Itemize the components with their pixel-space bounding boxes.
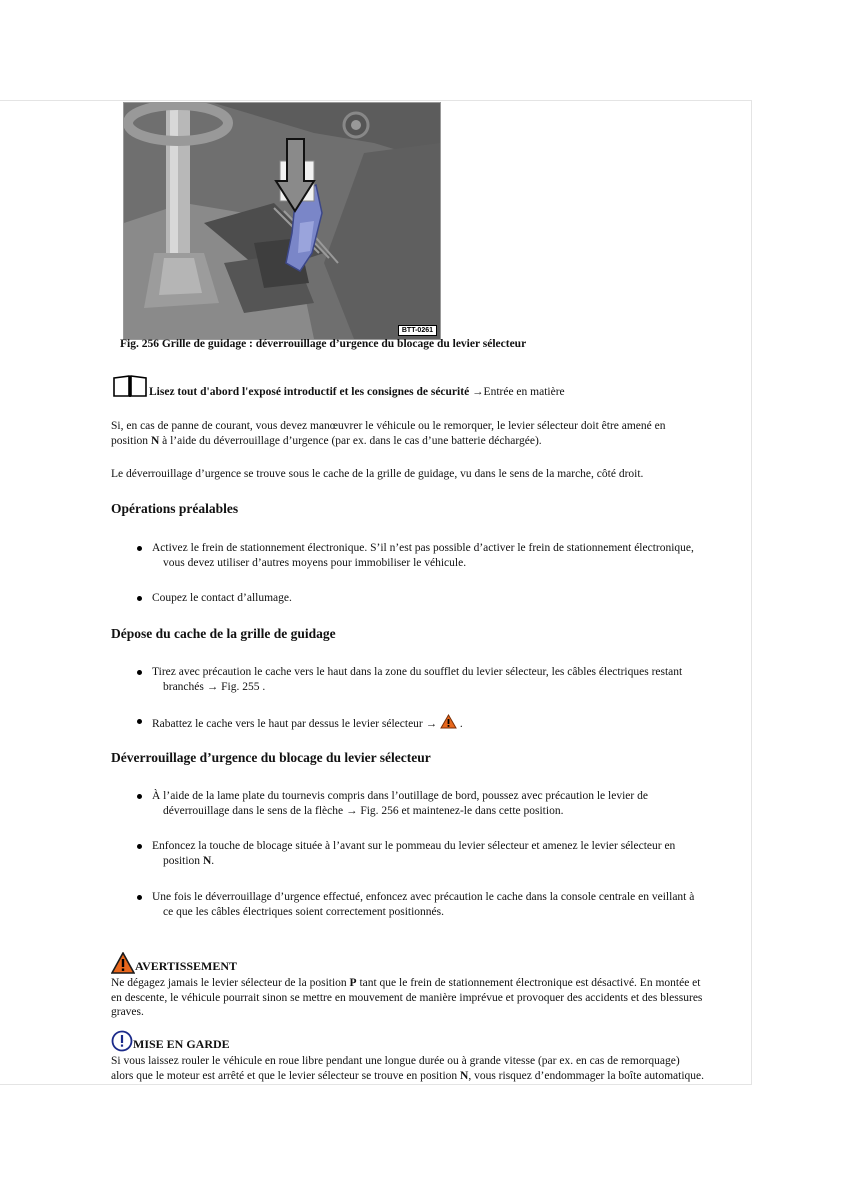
bullet-dot <box>137 546 142 551</box>
warning-line: graves. <box>111 1006 144 1018</box>
paragraph-line: Si, en cas de panne de courant, vous devez manœuvrer le véhicule ou le remorquer, le levier sélecteur doit être amené en <box>111 420 666 432</box>
figure-caption: Fig. 256 Grille de guidage : déverrouillage d’urgence du blocage du levier sélecteur <box>120 338 527 350</box>
heading-preliminary: Opérations préalables <box>111 501 239 516</box>
notice-line: Si vous laissez rouler le véhicule en roue libre pendant une longue durée ou à grande vitesse (par ex. en cas de remorquage) <box>111 1055 680 1067</box>
bullet-dot <box>137 895 142 900</box>
warning-text-part: tant que le frein de stationnement électronique est désactivé. En montée et <box>356 977 701 989</box>
list-item-line: Coupez le contact d’allumage. <box>152 592 292 604</box>
list-item-line: À l’aide de la lame plate du tournevis compris dans l’outillage de bord, poussez avec précaution le levier de <box>152 790 648 802</box>
notice-text-part: , vous risquez d’endommager la boîte automatique. <box>468 1069 705 1082</box>
figure-code: BTT-0261 <box>398 325 437 336</box>
list-item-text: . <box>211 854 215 867</box>
list-item-text: Rabattez le cache vers le haut par dessus le levier sélecteur → <box>152 718 441 730</box>
page-frame-right <box>751 100 752 1085</box>
notice-text <box>111 1054 741 1083</box>
heading-emergency-release: Déverrouillage d’urgence du blocage du levier sélecteur <box>111 750 431 765</box>
bullet-dot <box>137 844 142 849</box>
list-item-text: . <box>457 718 463 730</box>
notice-text-part: alors que le moteur est arrêté et que le levier sélecteur se trouve en position <box>111 1069 461 1082</box>
list-item-line: Activez le frein de stationnement électronique. S’il n’est pas possible d’activer le frein de stationnement électronique, <box>152 542 694 554</box>
list-item-line: ce que les câbles électriques soient correctement positionnés. <box>163 905 445 918</box>
page-frame-bottom <box>0 1084 752 1085</box>
paragraph-line: à l’aide du déverrouillage d’urgence (par ex. dans le cas d’une batterie déchargée). <box>159 435 542 447</box>
position-letter: N <box>202 854 212 867</box>
figure-256-image <box>123 102 441 340</box>
bullet-dot <box>137 670 142 675</box>
warning-line <box>111 976 741 991</box>
bullet-dot <box>137 794 142 799</box>
warning-triangle-icon <box>111 952 135 974</box>
warning-triangle-icon[interactable] <box>440 714 457 729</box>
warning-text <box>111 976 741 1020</box>
exclamation-circle-icon <box>111 1030 133 1052</box>
list-item-line <box>163 854 214 869</box>
page-frame-top <box>0 100 752 101</box>
warning-title: AVERTISSEMENT <box>135 959 238 973</box>
book-icon <box>112 374 148 398</box>
warning-line: en descente, le véhicule pourrait sinon se mettre en mouvement de manière imprévue et provoquer des accidents et des blessures <box>111 991 703 1004</box>
paragraph-line: position <box>111 435 151 447</box>
notice-title: MISE EN GARDE <box>133 1037 230 1051</box>
list-item-line: Une fois le déverrouillage d’urgence effectué, enfoncez avec précaution le cache dans la console centrale en veillant à <box>152 891 695 903</box>
bullet-dot <box>137 719 142 724</box>
fig-255-link[interactable]: branchés → Fig. 255 . <box>163 680 266 693</box>
position-letter: N <box>150 435 160 447</box>
intro-link[interactable]: →Entrée en matière <box>472 386 565 398</box>
position-letter: N <box>460 1069 469 1082</box>
warning-heading <box>111 952 237 974</box>
paragraph-power-failure <box>111 419 666 449</box>
bullet-dot <box>137 596 142 601</box>
list-item-line <box>152 714 463 732</box>
warning-text-part: Ne dégagez jamais le levier sélecteur de la position <box>111 977 350 989</box>
position-letter: P <box>349 977 357 989</box>
notice-line <box>111 1069 741 1084</box>
list-item-line: vous devez utiliser d’autres moyens pour immobiliser le véhicule. <box>163 556 467 569</box>
list-item-text: position <box>163 854 203 867</box>
fig-256-link[interactable]: déverrouillage dans le sens de la flèche → Fig. 256 et maintenez-le dans cette position. <box>163 804 564 817</box>
intro-line <box>112 374 565 398</box>
list-item-line: Tirez avec précaution le cache vers le haut dans la zone du soufflet du levier sélecteur, les câbles électriques restant <box>152 666 683 678</box>
intro-text: Lisez tout d'abord l'exposé introductif et les consignes de sécurité <box>149 386 470 398</box>
notice-heading <box>111 1030 230 1052</box>
selector-lever-illustration <box>124 103 440 339</box>
heading-cover-removal: Dépose du cache de la grille de guidage <box>111 626 336 641</box>
list-item-line: Enfoncez la touche de blocage située à l’avant sur le pommeau du levier sélecteur et amenez le levier sélecteur en <box>152 840 676 852</box>
paragraph-location: Le déverrouillage d’urgence se trouve sous le cache de la grille de guidage, vu dans le sens de la marche, côté droit. <box>111 468 644 480</box>
